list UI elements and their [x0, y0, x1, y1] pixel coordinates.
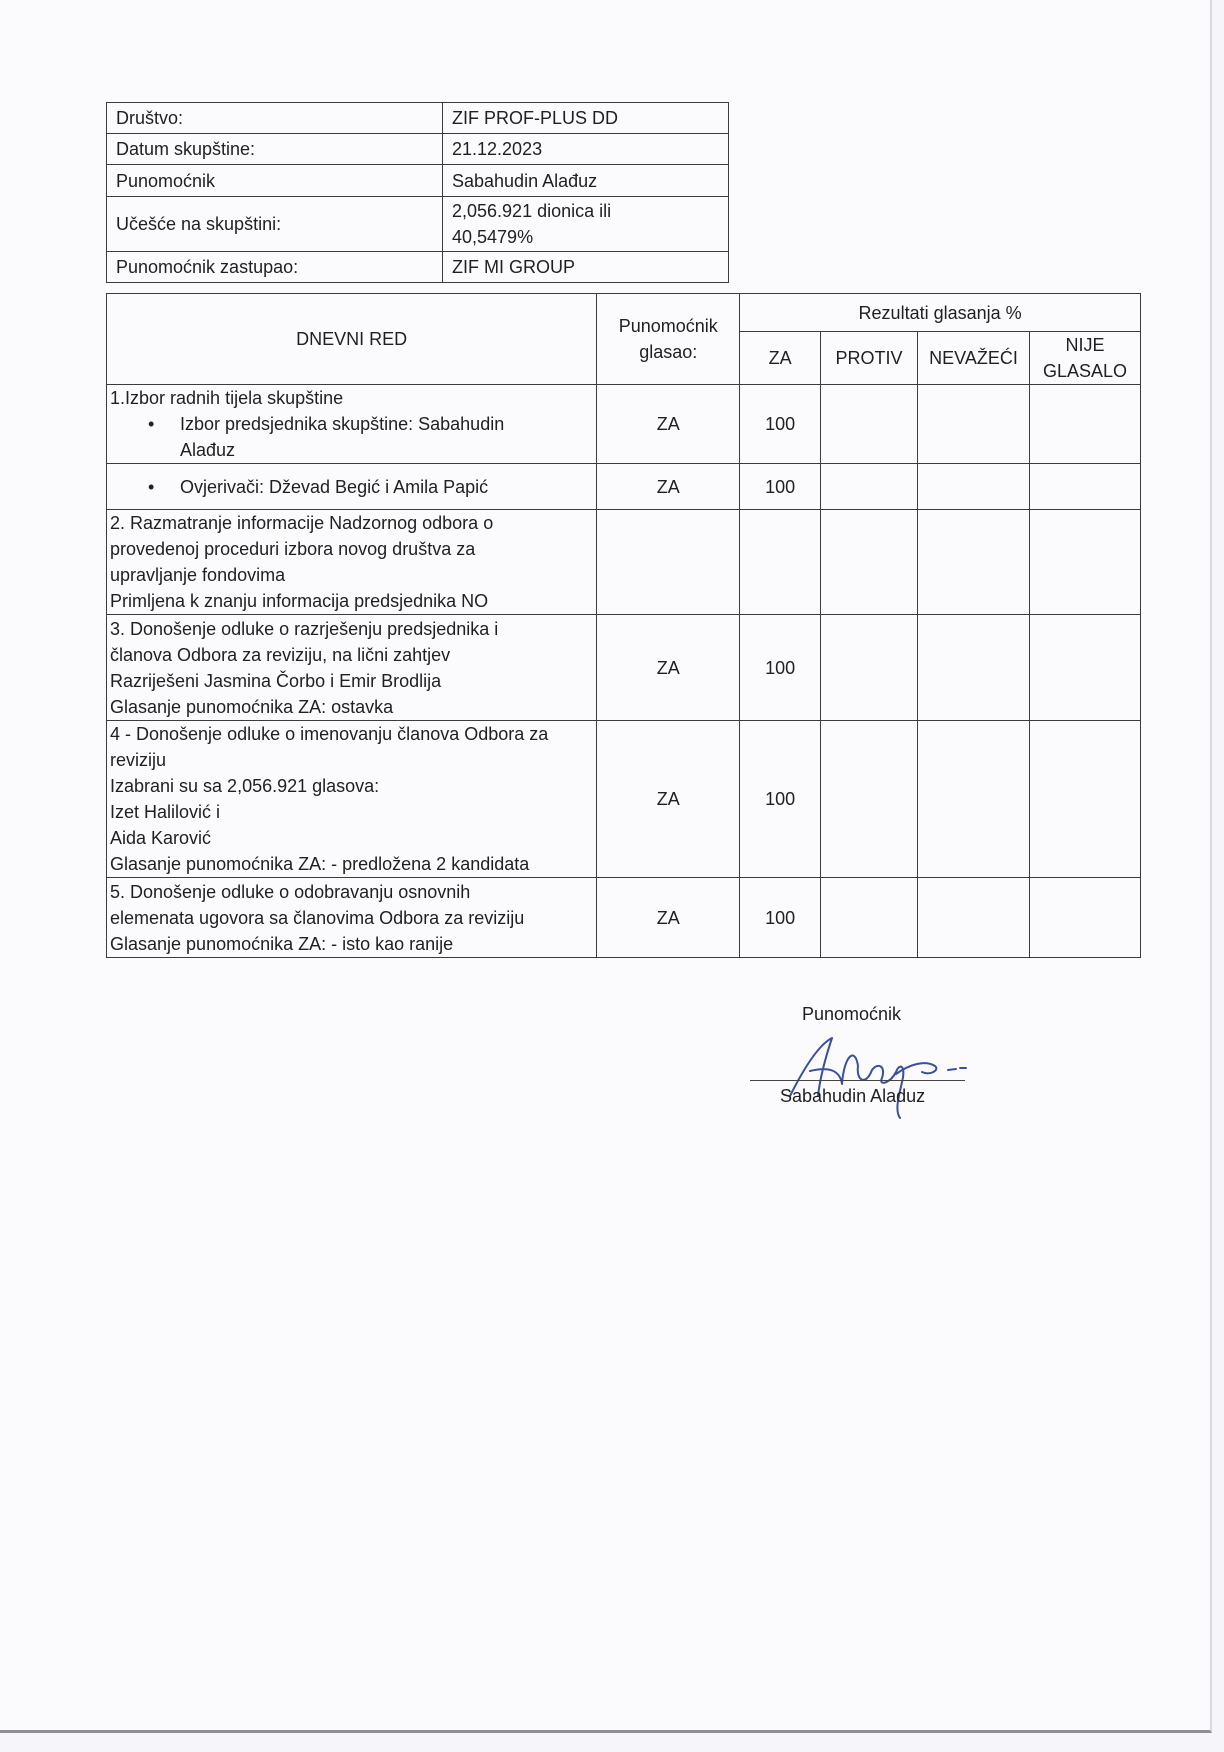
column-header-punomocnik-glasao: [597, 294, 740, 385]
info-value: 21.12.2023: [443, 134, 729, 165]
column-header-line: NIJE: [1065, 335, 1105, 355]
agenda-nije-glasalo: [1029, 510, 1140, 615]
agenda-za: 100: [740, 385, 821, 464]
bullet-icon: •: [148, 414, 155, 434]
agenda-bullet: [110, 474, 592, 500]
agenda-item-line: 5. Donošenje odluke o odobravanju osnovnih: [110, 881, 471, 902]
agenda-row-1a: [107, 385, 1141, 464]
column-header-rezultati: Rezultati glasanja %: [740, 294, 1141, 332]
agenda-bullet-line: Alađuz: [180, 440, 236, 460]
agenda-header-row-1: [107, 294, 1141, 332]
handwritten-signature: [760, 1026, 1000, 1126]
column-header-za: ZA: [740, 332, 821, 385]
agenda-za: 100: [740, 615, 821, 721]
agenda-bullet: [110, 411, 592, 463]
agenda-item-text: [107, 721, 597, 878]
agenda-protiv: [821, 878, 918, 958]
agenda-item-line: provedenoj proceduri izbora novog društva za: [110, 539, 476, 559]
agenda-item-text: [107, 464, 597, 510]
agenda-protiv: [821, 385, 918, 464]
column-header-protiv: PROTIV: [821, 332, 918, 385]
agenda-za: 100: [740, 464, 821, 510]
header-info-table: [106, 102, 729, 283]
agenda-protiv: [821, 510, 918, 615]
agenda-vote: ZA: [597, 721, 740, 878]
agenda-nevazeci: [918, 464, 1030, 510]
info-value-line: 40,5479%: [452, 227, 534, 247]
info-row-ucesce: [107, 197, 729, 252]
agenda-item-line: 4 - Donošenje odluke o imenovanju članova Odbora za: [110, 724, 549, 744]
info-value: ZIF PROF-PLUS DD: [443, 103, 729, 134]
agenda-item-text: [107, 878, 597, 958]
agenda-vote: ZA: [597, 615, 740, 721]
agenda-za: 100: [740, 721, 821, 878]
column-header-nevazeci: NEVAŽEĆI: [918, 332, 1030, 385]
agenda-nije-glasalo: [1029, 878, 1140, 958]
agenda-item-line: članova Odbora za reviziju, na lični zahtjev: [110, 644, 451, 665]
agenda-nije-glasalo: [1029, 721, 1140, 878]
agenda-row-3: [107, 615, 1141, 721]
info-label: Punomoćnik: [107, 165, 443, 197]
agenda-vote: ZA: [597, 878, 740, 958]
agenda-bullet-line: Izbor predsjednika skupštine: Sabahudin: [180, 414, 505, 434]
agenda-item-line: Glasanje punomoćnika ZA: - predložena 2 kandidata: [110, 854, 530, 874]
agenda-item-line: upravljanje fondovima: [110, 565, 286, 585]
agenda-item-line: Izabrani su sa 2,056.921 glasova:: [110, 776, 380, 796]
info-value: [443, 197, 729, 252]
agenda-protiv: [821, 615, 918, 721]
column-header-dnevni-red: DNEVNI RED: [107, 294, 597, 385]
agenda-item-line: Primljena k znanju informacija predsjednika NO: [110, 591, 489, 611]
agenda-row-2: [107, 510, 1141, 615]
agenda-nevazeci: [918, 878, 1030, 958]
agenda-nije-glasalo: [1029, 385, 1140, 464]
agenda-bullet-line: Ovjerivači: Dževad Begić i Amila Papić: [180, 476, 489, 497]
agenda-row-4: [107, 721, 1141, 878]
info-value: Sabahudin Alađuz: [443, 165, 729, 197]
agenda-item-line: Izet Halilović i: [110, 802, 221, 822]
agenda-item-line: Aida Karović: [110, 828, 212, 848]
agenda-nije-glasalo: [1029, 464, 1140, 510]
agenda-row-5: [107, 878, 1141, 958]
agenda-za: 100: [740, 878, 821, 958]
agenda-item-text: [107, 385, 597, 464]
info-row-datum: [107, 134, 729, 165]
agenda-item-text: [107, 510, 597, 615]
column-header-line: glasao:: [639, 342, 698, 362]
agenda-item-line: Glasanje punomoćnika ZA: ostavka: [110, 696, 394, 717]
agenda-vote: ZA: [597, 464, 740, 510]
agenda-nevazeci: [918, 721, 1030, 878]
agenda-vote: [597, 510, 740, 615]
agenda-item-text: [107, 615, 597, 721]
agenda-protiv: [821, 721, 918, 878]
info-value: ZIF MI GROUP: [443, 252, 729, 283]
agenda-za: [740, 510, 821, 615]
info-label: Punomoćnik zastupao:: [107, 252, 443, 283]
column-header-line: Punomoćnik: [618, 316, 718, 336]
agenda-item-line: 3. Donošenje odluke o razrješenju predsjednika i: [110, 618, 499, 639]
agenda-item-title: 1.Izbor radnih tijela skupštine: [110, 388, 344, 408]
info-row-zastupao: [107, 252, 729, 283]
column-header-line: GLASALO: [1042, 361, 1127, 381]
agenda-protiv: [821, 464, 918, 510]
info-value-line: 2,056.921 dionica ili: [452, 201, 612, 221]
signature-title: Punomoćnik: [802, 1004, 902, 1024]
signature-line: [750, 1080, 965, 1081]
info-label: Učešće na skupštini:: [107, 197, 443, 252]
agenda-nevazeci: [918, 615, 1030, 721]
agenda-table: [106, 293, 1141, 958]
info-row-punomocnik: [107, 165, 729, 197]
column-header-nije-glasalo: [1029, 332, 1140, 385]
agenda-nevazeci: [918, 385, 1030, 464]
bullet-icon: •: [148, 476, 155, 497]
agenda-nije-glasalo: [1029, 615, 1140, 721]
agenda-item-line: Razriješeni Jasmina Čorbo i Emir Brodlija: [110, 670, 442, 691]
agenda-item-line: 2. Razmatranje informacije Nadzornog odbora o: [110, 513, 494, 533]
agenda-vote: ZA: [597, 385, 740, 464]
agenda-row-1b: [107, 464, 1141, 510]
agenda-item-line: Glasanje punomoćnika ZA: - isto kao ranije: [110, 933, 454, 954]
info-row-drustvo: [107, 103, 729, 134]
signature-name: Sabahudin Aladuz: [780, 1086, 926, 1106]
info-label: Datum skupštine:: [107, 134, 443, 165]
agenda-nevazeci: [918, 510, 1030, 615]
agenda-item-line: elemenata ugovora sa članovima Odbora za reviziju: [110, 907, 525, 928]
info-label: Društvo:: [107, 103, 443, 134]
agenda-item-line: reviziju: [110, 750, 167, 770]
